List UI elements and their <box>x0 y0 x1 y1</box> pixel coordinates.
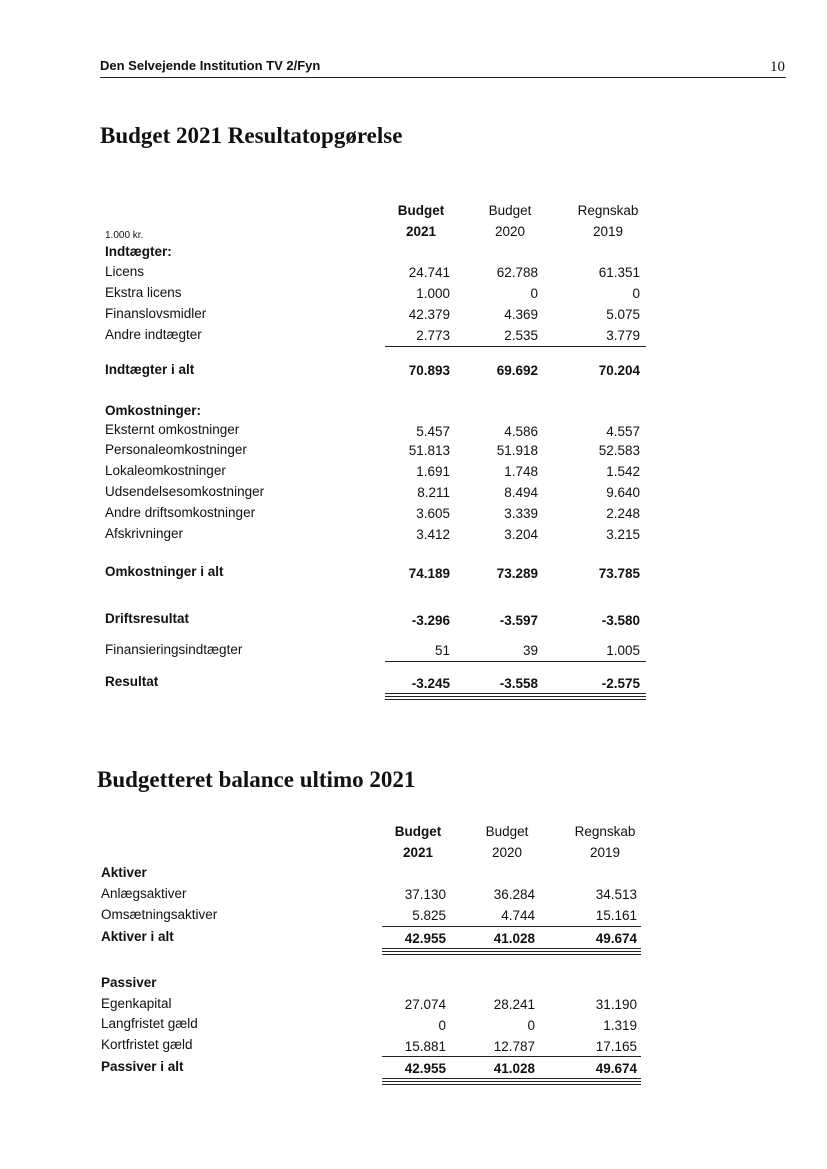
cell-regnskab-2019: 0 <box>632 286 640 301</box>
total-regnskab-2019: 49.674 <box>595 1061 637 1076</box>
cell-budget-2021: 5.825 <box>412 908 446 923</box>
section-heading-liabilities: Passiver <box>101 975 157 990</box>
total-label-assets: Aktiver i alt <box>101 929 174 944</box>
cell-budget-2021: 1.000 <box>416 286 450 301</box>
cell-budget-2020: 36.284 <box>493 887 535 902</box>
col-header-top: Regnskab <box>574 824 636 839</box>
cell-regnskab-2019: 3.215 <box>606 527 640 542</box>
cell-regnskab-2019: 34.513 <box>595 887 637 902</box>
col-header-year: 2019 <box>592 224 624 239</box>
cell-regnskab-2019: 31.190 <box>595 997 637 1012</box>
col-header-top: Regnskab <box>577 203 639 218</box>
cell-budget-2021: 3.605 <box>416 506 450 521</box>
subtotal-rule <box>382 926 641 927</box>
result-title: Budget 2021 Resultatopgørelse <box>100 123 403 148</box>
col-header-top: Budget <box>394 824 442 839</box>
row-label: Lokaleomkostninger <box>105 463 226 478</box>
cell-budget-2021: 8.211 <box>417 485 450 500</box>
unit-label: 1.000 kr. <box>105 230 144 241</box>
row-label: Omsætningsaktiver <box>101 907 218 922</box>
operating-result-label: Driftsresultat <box>105 611 190 626</box>
col-header-year: 2020 <box>491 845 523 860</box>
cell-budget-2020: 3.339 <box>504 506 538 521</box>
cell-budget-2021: 3.412 <box>416 527 450 542</box>
cell-regnskab-2019: 17.165 <box>595 1039 637 1054</box>
financial-budget-2020: 39 <box>522 643 538 658</box>
operating-regnskab-2019: -3.580 <box>601 613 640 628</box>
cell-regnskab-2019: 5.075 <box>606 307 640 322</box>
cell-budget-2020: 4.744 <box>501 908 535 923</box>
row-label: Andre driftsomkostninger <box>105 505 256 520</box>
row-label: Egenkapital <box>101 996 172 1011</box>
total-label-costs: Omkostninger i alt <box>105 564 224 579</box>
total-budget-2021: 74.189 <box>408 566 450 581</box>
cell-budget-2021: 2.773 <box>416 328 450 343</box>
subtotal-rule <box>385 661 646 662</box>
row-label: Langfristet gæld <box>101 1016 198 1031</box>
cell-budget-2021: 27.074 <box>404 997 446 1012</box>
col-header-top: Budget <box>485 824 529 839</box>
cell-regnskab-2019: 1.319 <box>603 1018 637 1033</box>
row-label: Afskrivninger <box>105 526 184 541</box>
total-regnskab-2019: 70.204 <box>598 363 640 378</box>
cell-regnskab-2019: 1.542 <box>606 464 640 479</box>
row-label: Personaleomkostninger <box>105 442 247 457</box>
cell-budget-2020: 28.241 <box>493 997 535 1012</box>
cell-regnskab-2019: 2.248 <box>606 506 640 521</box>
cell-budget-2021: 1.691 <box>416 464 450 479</box>
cell-regnskab-2019: 4.557 <box>606 424 640 439</box>
total-budget-2020: 41.028 <box>493 931 535 946</box>
cell-budget-2021: 51.813 <box>408 443 450 458</box>
double-underline <box>382 951 641 955</box>
row-label: Licens <box>105 264 145 279</box>
double-underline <box>382 1081 641 1085</box>
cell-budget-2020: 62.788 <box>496 265 538 280</box>
cell-budget-2020: 12.787 <box>493 1039 535 1054</box>
cell-budget-2020: 4.586 <box>504 424 538 439</box>
total-regnskab-2019: 49.674 <box>595 931 637 946</box>
operating-budget-2021: -3.296 <box>411 613 450 628</box>
operating-budget-2020: -3.597 <box>499 613 538 628</box>
cell-budget-2020: 0 <box>527 1018 535 1033</box>
net-budget-2021: -3.245 <box>411 676 450 691</box>
total-budget-2021: 42.955 <box>404 931 446 946</box>
total-rule <box>385 693 646 694</box>
financial-income-label: Finansieringsindtægter <box>105 642 243 657</box>
col-header-top: Budget <box>488 203 532 218</box>
section-heading-income: Indtægter: <box>105 244 172 259</box>
col-header-year: 2020 <box>494 224 526 239</box>
cell-budget-2021: 15.881 <box>404 1039 446 1054</box>
total-budget-2021: 42.955 <box>404 1061 446 1076</box>
page-number: 10 <box>770 59 785 75</box>
total-label-income: Indtægter i alt <box>105 362 195 377</box>
col-header-year: 2021 <box>405 224 437 239</box>
cell-budget-2020: 0 <box>530 286 538 301</box>
col-header-top: Budget <box>397 203 445 218</box>
cell-budget-2021: 24.741 <box>408 265 450 280</box>
total-budget-2020: 41.028 <box>493 1061 535 1076</box>
cell-budget-2020: 8.494 <box>504 485 538 500</box>
document-header-org: Den Selvejende Institution TV 2/Fyn <box>100 58 321 73</box>
cell-budget-2021: 42.379 <box>408 307 450 322</box>
total-rule <box>382 948 641 949</box>
cell-regnskab-2019: 52.583 <box>598 443 640 458</box>
cell-budget-2020: 1.748 <box>504 464 538 479</box>
row-label: Andre indtægter <box>105 327 202 342</box>
total-budget-2020: 73.289 <box>496 566 538 581</box>
cell-budget-2020: 51.918 <box>496 443 538 458</box>
cell-regnskab-2019: 61.351 <box>598 265 640 280</box>
col-header-year: 2021 <box>402 845 434 860</box>
row-label: Anlægsaktiver <box>101 886 187 901</box>
total-rule <box>382 1078 641 1079</box>
header-rule <box>100 77 786 78</box>
net-result-label: Resultat <box>105 674 159 689</box>
row-label: Eksternt omkostninger <box>105 422 240 437</box>
net-regnskab-2019: -2.575 <box>601 676 640 691</box>
cell-budget-2021: 37.130 <box>404 887 446 902</box>
balance-title: Budgetteret balance ultimo 2021 <box>97 767 416 792</box>
cell-regnskab-2019: 3.779 <box>606 328 640 343</box>
section-heading-costs: Omkostninger: <box>105 403 202 418</box>
cell-budget-2021: 0 <box>438 1018 446 1033</box>
section-heading-assets: Aktiver <box>101 865 147 880</box>
cell-budget-2020: 3.204 <box>504 527 538 542</box>
double-underline <box>385 696 646 700</box>
cell-budget-2021: 5.457 <box>416 424 450 439</box>
subtotal-rule <box>385 346 646 347</box>
net-budget-2020: -3.558 <box>499 676 538 691</box>
financial-budget-2021: 51 <box>434 643 450 658</box>
row-label: Kortfristet gæld <box>101 1037 193 1052</box>
total-budget-2021: 70.893 <box>408 363 450 378</box>
total-regnskab-2019: 73.785 <box>598 566 640 581</box>
cell-budget-2020: 2.535 <box>504 328 538 343</box>
row-label: Finanslovsmidler <box>105 306 207 321</box>
total-budget-2020: 69.692 <box>496 363 538 378</box>
cell-budget-2020: 4.369 <box>504 307 538 322</box>
total-label-liabilities: Passiver i alt <box>101 1059 184 1074</box>
col-header-year: 2019 <box>589 845 621 860</box>
cell-regnskab-2019: 15.161 <box>595 908 637 923</box>
financial-regnskab-2019: 1.005 <box>606 643 640 658</box>
row-label: Ekstra licens <box>105 285 182 300</box>
row-label: Udsendelsesomkostninger <box>105 484 265 499</box>
subtotal-rule <box>382 1056 641 1057</box>
cell-regnskab-2019: 9.640 <box>606 485 640 500</box>
